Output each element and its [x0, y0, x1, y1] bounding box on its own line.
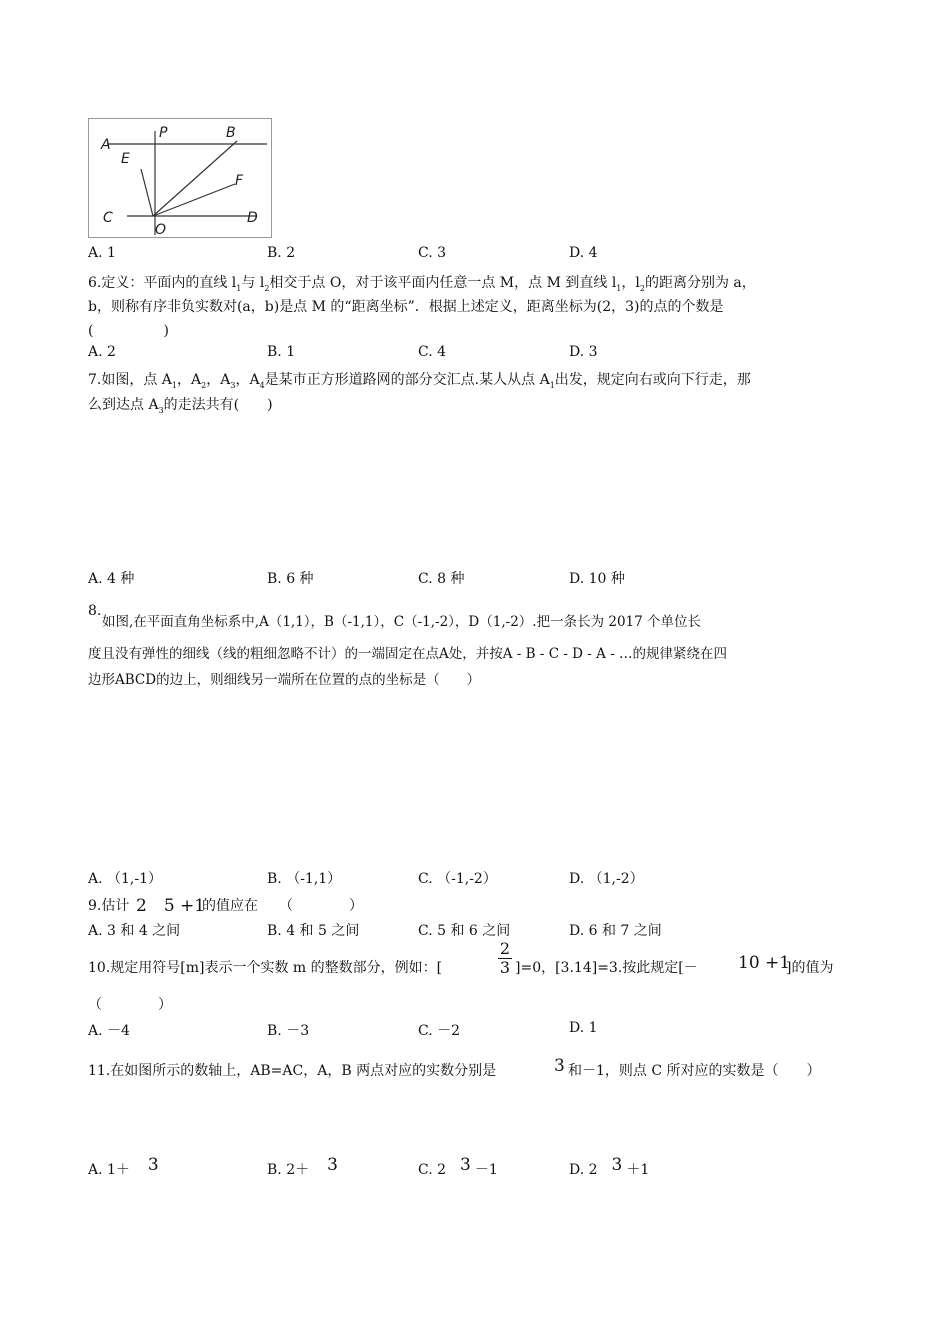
q9-prefix: 9.估计: [88, 898, 130, 914]
label-e: E: [121, 151, 130, 167]
q10-suffix: ]的值为: [786, 960, 834, 976]
q10-fraction: [498, 940, 512, 977]
q11-option-root: 3: [327, 1155, 338, 1175]
q9-option-a[interactable]: A. 3 和 4 之间: [88, 923, 181, 939]
q8-option-c[interactable]: C. （-1,-2）: [418, 871, 497, 887]
q9-option-b[interactable]: B. 4 和 5 之间: [267, 923, 360, 939]
q6-option-b[interactable]: B. 1: [267, 344, 296, 360]
q6-sub: 2: [264, 284, 270, 293]
q11-option-b[interactable]: [267, 1155, 338, 1179]
q7-sub: 4: [259, 381, 265, 390]
q11-option-root: 3: [147, 1155, 159, 1175]
q7-sub: 3: [230, 381, 236, 390]
q7-text: 7.如图，点 A: [88, 372, 172, 388]
q10-option-c[interactable]: C. －2: [418, 1023, 461, 1039]
q10-middle: ]=0，[3.14]=3.按此规定[－: [515, 960, 698, 976]
q6-sub: 2: [639, 284, 645, 293]
q7-text: ，A: [206, 372, 231, 388]
q7-text: 是某市正方形道路网的部分交汇点.某人从点 A: [264, 372, 550, 388]
q11-option-c[interactable]: [418, 1155, 498, 1179]
q7-option-a[interactable]: A. 4 种: [88, 571, 135, 587]
q10-fraction-denominator: 3: [499, 958, 511, 977]
q6-text: ，l: [621, 275, 640, 291]
q5-option-a[interactable]: A. 1: [88, 245, 116, 261]
q7-line-2: [88, 394, 273, 415]
q6-text: 与 l: [241, 275, 265, 291]
q8-option-b[interactable]: B. （-1,1）: [267, 871, 342, 887]
q6-text: 6.定义：平面内的直线 l: [88, 275, 237, 291]
q7-sub: 1: [171, 381, 178, 390]
q6-sub: 1: [616, 284, 622, 293]
q7-option-b[interactable]: B. 6 种: [267, 571, 314, 587]
q7-option-c[interactable]: C. 8 种: [418, 571, 465, 587]
q6-text: 相交于点 O，对于该平面内任意一点 M，点 M 到直线 l: [269, 275, 617, 291]
q6-line-1: [88, 272, 756, 293]
q6-sub: 1: [236, 284, 242, 293]
q11-option-a[interactable]: [88, 1155, 159, 1179]
q11-option-text: ＋1: [626, 1162, 650, 1178]
q7-sub: 3: [158, 406, 164, 415]
q8-line-2: 度且没有弹性的细线（线的粗细忽略不计）的一端固定在点A处，并按A - B - C - D - A - …的规律紧绕在四: [88, 646, 728, 662]
q11-option-text: －1: [474, 1162, 498, 1178]
label-f: F: [235, 173, 244, 189]
q7-sub: 2: [201, 381, 207, 390]
q5-option-b[interactable]: B. 2: [267, 245, 296, 261]
q7-text: ，A: [177, 372, 202, 388]
q6-option-c[interactable]: C. 4: [418, 344, 447, 360]
q11-option-root: 3: [611, 1155, 623, 1175]
q9-option-c[interactable]: C. 5 和 6 之间: [418, 923, 511, 939]
q6-text: 的距离分别为 a，: [644, 275, 756, 291]
angle-figure-svg: [89, 119, 271, 237]
label-b: B: [226, 125, 236, 141]
q11-suffix: 和－1，则点 C 所对应的实数是（ ）: [568, 1063, 821, 1079]
q11-option-text: A. 1＋: [88, 1162, 130, 1178]
label-d: D: [247, 210, 258, 226]
q10-option-a[interactable]: A. －4: [88, 1023, 130, 1039]
q10-option-b[interactable]: B. －3: [267, 1023, 310, 1039]
ray-of: [153, 184, 235, 216]
q9-suffix: 的值应在 （ ）: [202, 898, 363, 914]
q7-text: 的走法共有( ): [163, 397, 273, 413]
q10-fraction-numerator: 2: [499, 939, 511, 958]
q6-option-d[interactable]: D. 3: [569, 344, 598, 360]
label-a: A: [101, 137, 111, 153]
q6-option-a[interactable]: A. 2: [88, 344, 116, 360]
angle-figure: [88, 118, 272, 238]
ray-oe: [141, 169, 153, 216]
q5-option-c[interactable]: C. 3: [418, 245, 447, 261]
q8-option-a[interactable]: A. （1,-1）: [88, 871, 163, 887]
q7-sub: 1: [549, 381, 555, 390]
label-p: P: [159, 125, 168, 141]
q11-root: 3: [554, 1056, 565, 1076]
q7-text: 出发，规定向右或向下行走，那: [554, 372, 751, 388]
q11-option-text: C. 2: [418, 1162, 447, 1178]
q5-option-d[interactable]: D. 4: [569, 245, 598, 261]
q11-option-root: 3: [460, 1155, 471, 1175]
ray-ob: [153, 141, 237, 216]
q10-answer-paren: （ ）: [88, 997, 172, 1013]
q9-option-d[interactable]: D. 6 和 7 之间: [569, 923, 662, 939]
q7-text: ，A: [235, 372, 260, 388]
q8-option-d[interactable]: D. （1,-2）: [569, 871, 644, 887]
q8-line-1: 如图,在平面直角坐标系中,A（1,1），B（-1,1），C（-1,-2），D（1,-2）.把一条长为 2017 个单位长: [102, 614, 702, 630]
q10-expression: 10 +1: [738, 953, 791, 973]
q8-number: 8.: [88, 603, 102, 619]
q11-option-text: D. 2: [569, 1162, 598, 1178]
q6-line-2: b，则称有序非负实数对(a，b)是点 M 的“距离坐标”．根据上述定义，距离坐标为(2，3)的点的个数是: [88, 299, 724, 315]
q7-text: 么到达点 A: [88, 397, 159, 413]
label-o: O: [155, 222, 167, 237]
q7-option-d[interactable]: D. 10 种: [569, 571, 625, 587]
q9-expression: 2 5 +1: [136, 896, 206, 916]
q11-option-text: B. 2＋: [267, 1162, 310, 1178]
q10-option-d[interactable]: D. 1: [569, 1020, 598, 1036]
label-c: C: [103, 210, 113, 226]
q11-prefix: 11.在如图所示的数轴上，AB=AC，A，B 两点对应的实数分别是: [88, 1063, 497, 1079]
q6-line-3: ( ): [88, 323, 169, 339]
q7-line-1: [88, 369, 751, 390]
q8-line-3: 边形ABCD的边上，则细线另一端所在位置的点的坐标是（ ）: [88, 672, 481, 688]
q11-option-d[interactable]: [569, 1155, 650, 1179]
q10-prefix: 10.规定用符号[m]表示一个实数 m 的整数部分，例如：[: [88, 960, 443, 976]
